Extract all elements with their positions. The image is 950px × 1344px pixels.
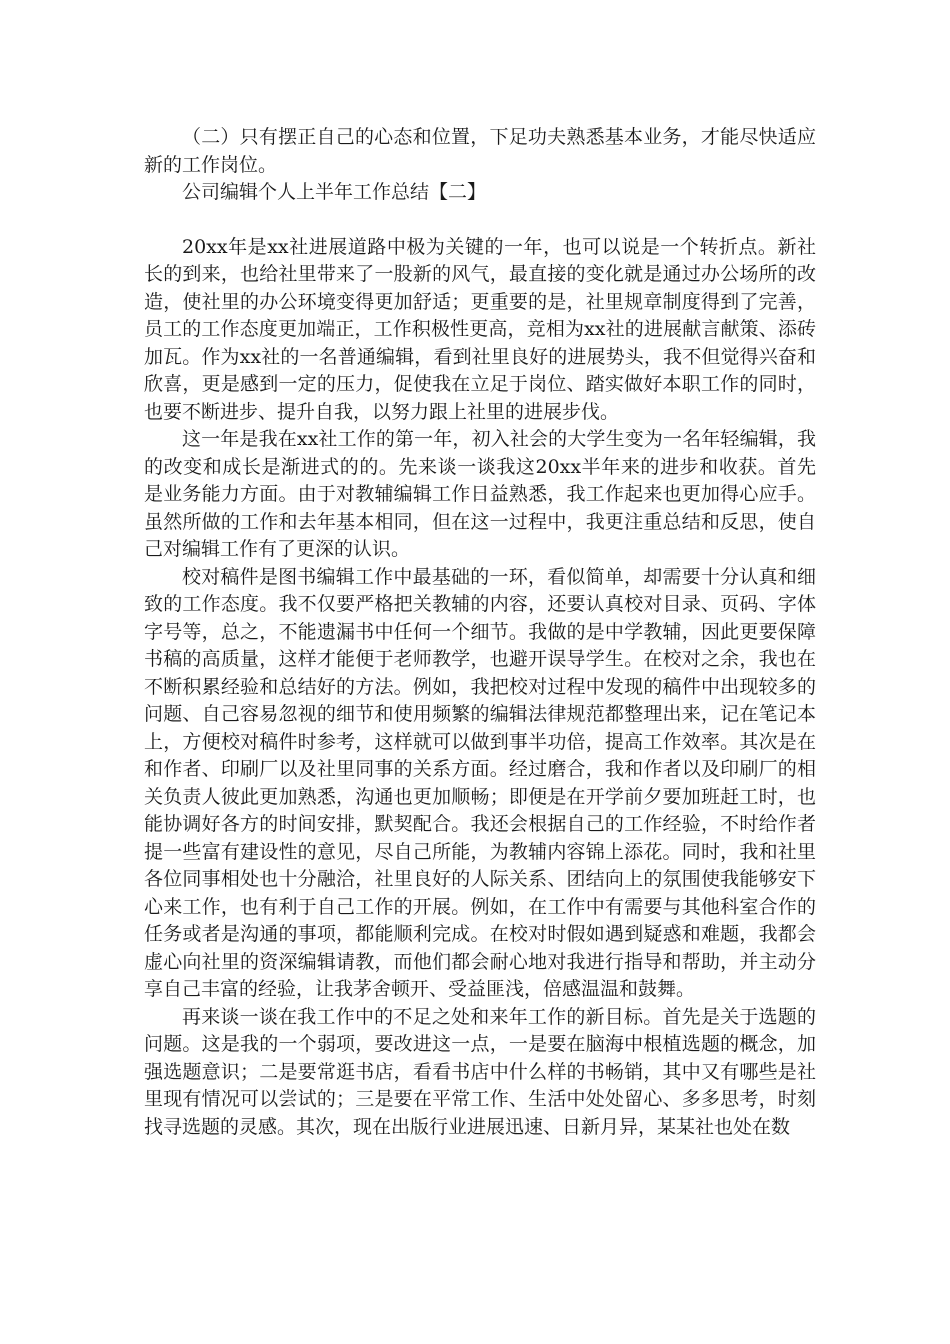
- paragraph-shortcomings: 再来谈一谈在我工作中的不足之处和来年工作的新目标。首先是关于选题的问题。这是我的一个弱项，要改进这一点，一是要在脑海中根植选题的概念，加强选题意识；二是要常逛书店，看看书店中什么样的书畅销，其中又有哪些是社里现有情况可以尝试的；三是要在平常工作、生活中处处留心、多多思考，时刻找寻选题的灵感。其次，现在出版行业进展迅速、日新月异，某某社也处在数: [144, 1005, 816, 1138]
- paragraph-first-year: 这一年是我在xx社工作的第一年，初入社会的大学生变为一名年轻编辑，我的改变和成长是渐进式的的。先来谈一谈我这20xx半年来的进步和收获。首先是业务能力方面。由于对教辅编辑工作日益熟悉，我工作起来也更加得心应手。虽然所做的工作和去年基本相同，但在这一过程中，我更注重总结和反思，使自己对编辑工作有了更深的认识。: [144, 428, 816, 560]
- paragraph-closing-point: （二）只有摆正自己的心态和位置，下足功夫熟悉基本业务，才能尽快适应新的工作岗位。: [144, 126, 816, 176]
- paragraph-intro: 20xx年是xx社进展道路中极为关键的一年，也可以说是一个转折点。新社长的到来，也给社里带来了一股新的风气，最直接的变化就是通过办公场所的改造，使社里的办公环境变得更加舒适；更重要的是，社里规章制度得到了完善，员工的工作态度更加端正，工作积极性更高，竞相为xx社的进展献言献策、添砖加瓦。作为xx社的一名普通编辑，看到社里良好的进展势头，我不但觉得兴奋和欣喜，更是感到一定的压力，促使我在立足于岗位、踏实做好本职工作的同时，也要不断进步、提升自我，以努力跟上社里的进展步伐。: [144, 235, 816, 423]
- paragraph-proofreading: 校对稿件是图书编辑工作中最基础的一环，看似简单，却需要十分认真和细致的工作态度。我不仅要严格把关教辅的内容，还要认真校对目录、页码、字体字号等，总之，不能遗漏书中任何一个细节。我做的是中学教辅，因此更要保障书稿的高质量，这样才能便于老师教学，也避开误导学生。在校对之余，我也在不断积累经验和总结好的方法。例如，我把校对过程中发现的稿件中出现较多的问题、自己容易忽视的细节和使用频繁的编辑法律规范都整理出来，记在笔记本上，方便校对稿件时参考，这样就可以做到事半功倍，提高工作效率。其次是在和作者、印刷厂以及社里同事的关系方面。经过磨合，我和作者以及印刷厂的相关负责人彼此更加熟悉，沟通也更加顺畅；即便是在开学前夕要加班赶工时，也能协调好各方的时间安排，默契配合。我还会根据自己的工作经验，不时给作者提一些富有建设性的意见，尽自己所能，为教辅内容锦上添花。同时，我和社里各位同事相处也十分融洽，社里良好的人际关系、团结向上的氛围使我能够安下心来工作，也有利于自己工作的开展。例如，在工作中有需要与其他科室合作的任务或者是沟通的事项，都能顺利完成。在校对时假如遇到疑惑和难题，我都会虚心向社里的资深编辑请教，而他们都会耐心地对我进行指导和帮助，并主动分享自己丰富的经验，让我茅舍顿开、受益匪浅，倍感温温和鼓舞。: [144, 565, 816, 1000]
- section-heading: 公司编辑个人上半年工作总结【二】: [182, 181, 487, 203]
- document-body: [144, 124, 816, 1141]
